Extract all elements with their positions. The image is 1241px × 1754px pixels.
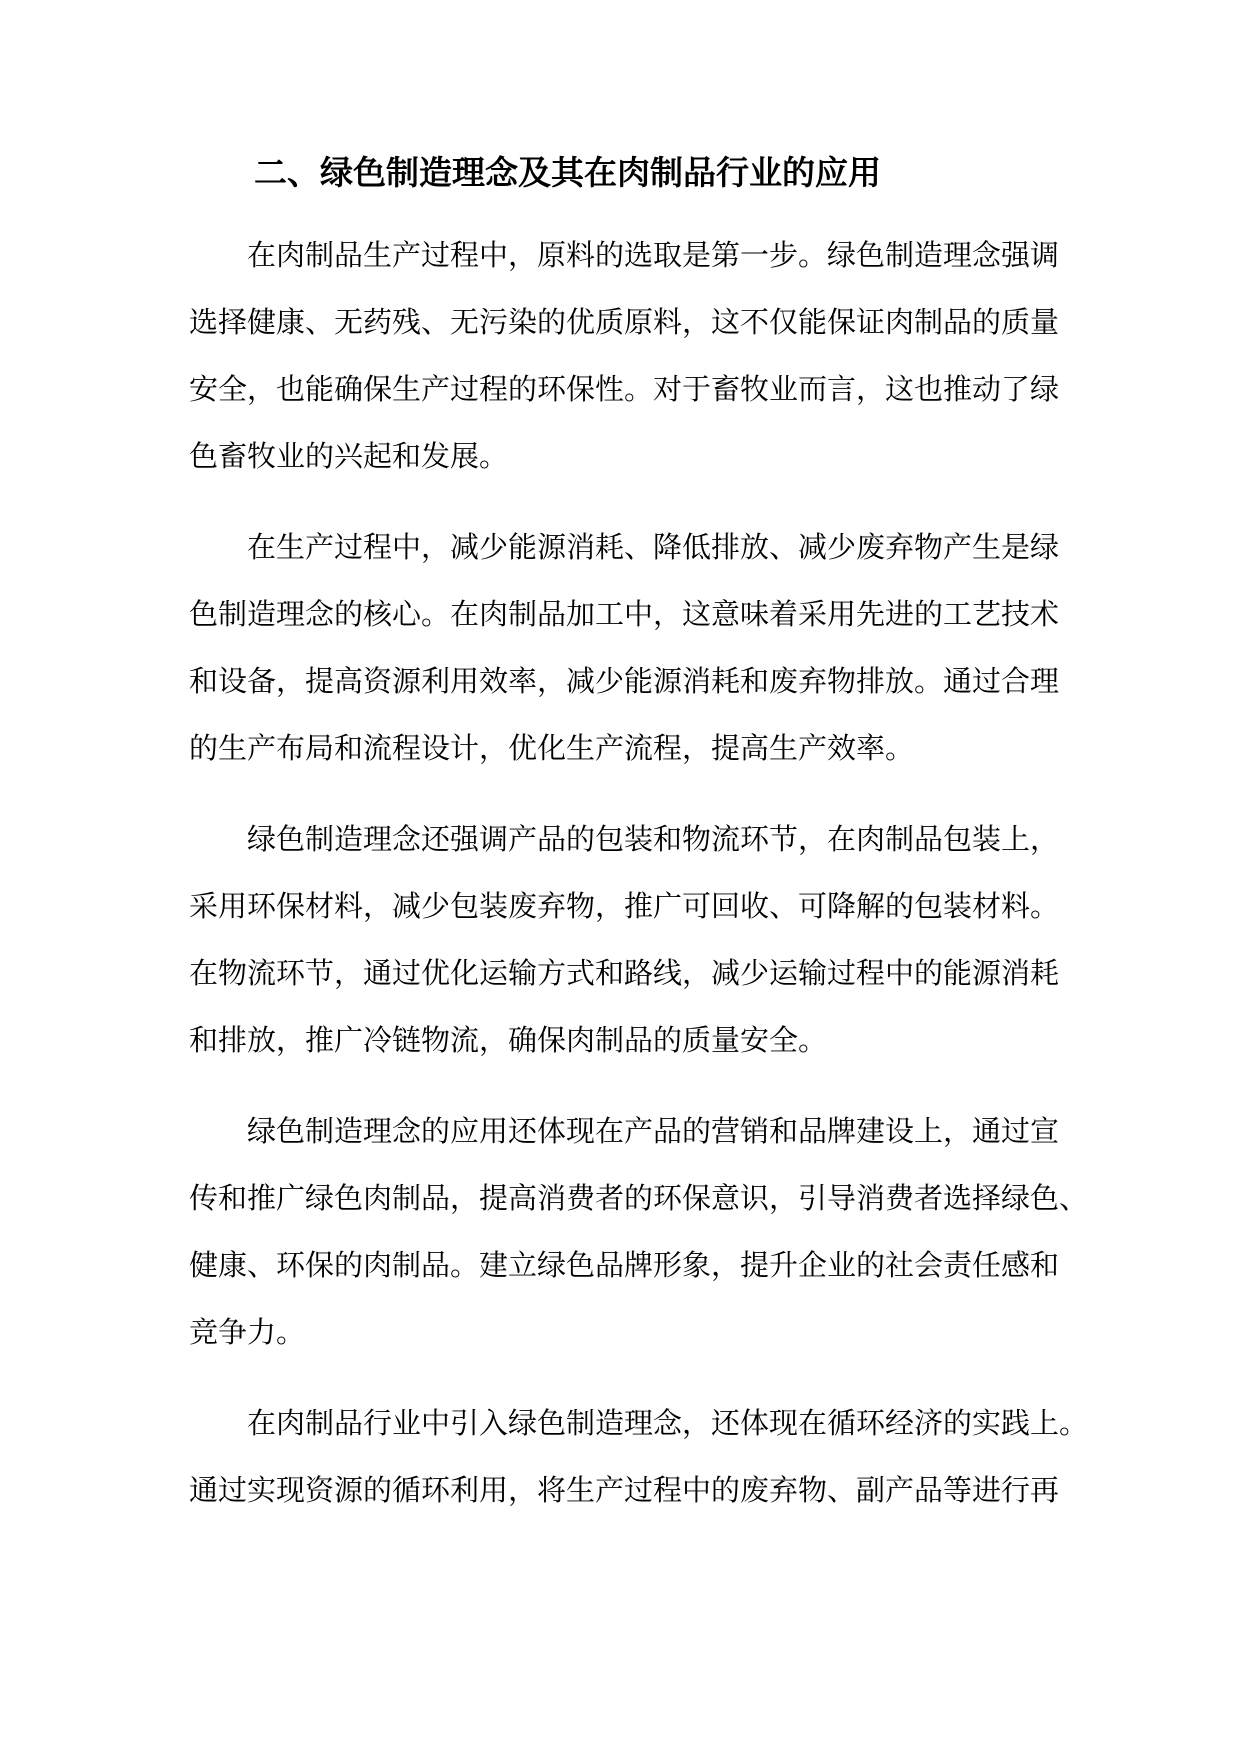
paragraph-4-line-1: 绿色制造理念的应用还体现在产品的营销和品牌建设上，通过宣 [247,1114,1060,1148]
paragraph-3-line-1: 绿色制造理念还强调产品的包装和物流环节，在肉制品包装上， [247,822,1060,856]
paragraph-1-line-2: 选择健康、无药残、无污染的优质原料，这不仅能保证肉制品的质量 [189,305,1060,339]
paragraph-5-line-1: 在肉制品行业中引入绿色制造理念，还体现在循环经济的实践上。 [247,1406,1089,1440]
paragraph-2-line-1: 在生产过程中，减少能源消耗、降低排放、减少废弃物产生是绿 [247,530,1060,564]
paragraph-3-line-3: 在物流环节，通过优化运输方式和路线，减少运输过程中的能源消耗 [189,956,1060,990]
paragraph-1-line-1: 在肉制品生产过程中，原料的选取是第一步。绿色制造理念强调 [247,238,1060,272]
paragraph-4-line-2: 传和推广绿色肉制品，提高消费者的环保意识，引导消费者选择绿色、 [189,1181,1089,1215]
paragraph-1-line-4: 色畜牧业的兴起和发展。 [189,439,509,473]
paragraph-3-line-4: 和排放，推广冷链物流，确保肉制品的质量安全。 [189,1023,828,1057]
paragraph-4-line-4: 竞争力。 [189,1315,306,1349]
section-title: 二、绿色制造理念及其在肉制品行业的应用 [254,153,881,192]
paragraph-3-line-2: 采用环保材料，减少包装废弃物，推广可回收、可降解的包装材料。 [189,889,1060,923]
paragraph-2-line-2: 色制造理念的核心。在肉制品加工中，这意味着采用先进的工艺技术 [189,597,1060,631]
paragraph-2-line-3: 和设备，提高资源利用效率，减少能源消耗和废弃物排放。通过合理 [189,664,1060,698]
paragraph-5-line-2: 通过实现资源的循环利用，将生产过程中的废弃物、副产品等进行再 [189,1473,1060,1507]
paragraph-2-line-4: 的生产布局和流程设计，优化生产流程，提高生产效率。 [189,731,915,765]
paragraph-1-line-3: 安全，也能确保生产过程的环保性。对于畜牧业而言，这也推动了绿 [189,372,1060,406]
paragraph-4-line-3: 健康、环保的肉制品。建立绿色品牌形象，提升企业的社会责任感和 [189,1248,1060,1282]
